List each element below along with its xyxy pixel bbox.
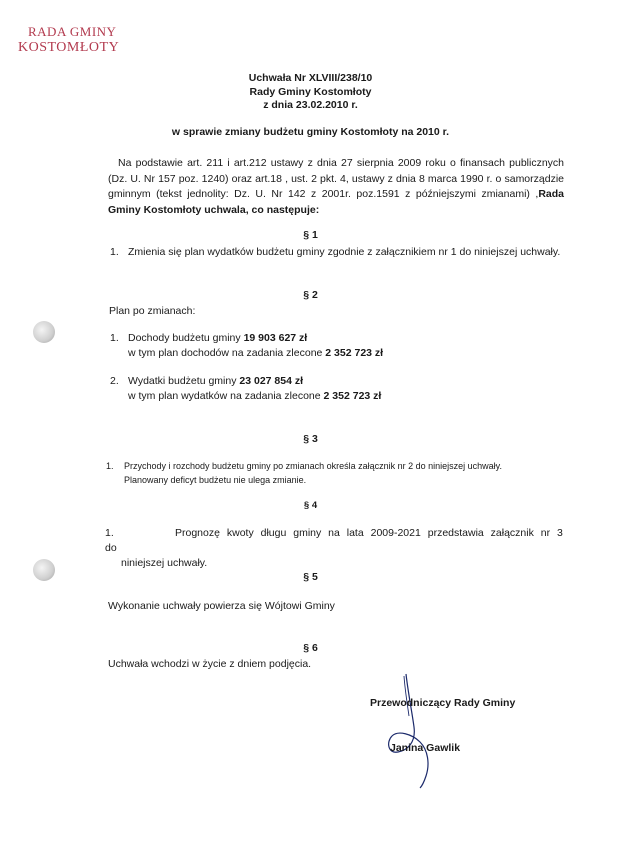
- section-3-line-1: Przychody i rozchody budżetu gminy po zmianach określa załącznik nr 2 do niniejszej uchwały.: [124, 461, 503, 471]
- section-6-text: Uchwała wchodzi w życie z dniem podjęcia.: [108, 658, 312, 670]
- section-6-heading: § 6: [303, 642, 318, 654]
- council-stamp: [18, 24, 119, 56]
- resolution-number: Uchwała Nr XLVIII/238/10: [248, 72, 373, 84]
- punch-hole-icon: [33, 321, 55, 343]
- preamble-text: Na podstawie art. 211 i art.212 ustawy z dnia 27 sierpnia 2009 roku o finansach publicznych (Dz. U. Nr 157 poz. 1240) oraz art.18 , ust. 2 pkt. 4, ustawy z dnia 8 marca 1990 r. o samorządzie gminnym (tekst jednolity: Dz. U. Nr 142 z 2001r. poz.1591 z późniejszymi zmianami) ,: [108, 157, 564, 200]
- section-1-item: [110, 245, 560, 260]
- item-number: 1.: [110, 246, 119, 258]
- section-2-intro: Plan po zmianach:: [109, 305, 196, 317]
- section-4-heading: § 4: [303, 500, 318, 511]
- section-3-heading: § 3: [303, 433, 318, 445]
- section-2-heading: § 2: [303, 289, 318, 301]
- section-4-item: [105, 526, 565, 571]
- preamble-bold: Rada Gminy Kostomłoty uchwala, co następuje:: [108, 188, 564, 216]
- stamp-line-2: KOSTOMŁOTY: [18, 40, 120, 55]
- revenue-sub-value: 2 352 723 zł: [325, 347, 384, 359]
- signatory-role: Przewodniczący Rady Gminy: [370, 697, 516, 709]
- revenue-value: 19 903 627 zł: [243, 332, 308, 344]
- signatory-name: Janina Gawlik: [390, 742, 461, 754]
- section-1-heading: § 1: [303, 229, 318, 241]
- section-3-line-2: Planowany deficyt budżetu nie ulega zmianie.: [124, 475, 307, 485]
- section-3-item: [106, 459, 502, 487]
- resolution-date: z dnia 23.02.2010 r.: [263, 99, 358, 111]
- item-number: 1.: [110, 332, 119, 344]
- item-number: 2.: [110, 375, 119, 387]
- section-4-line-2: niniejszej uchwały.: [121, 557, 208, 569]
- item-number: 1.: [106, 461, 114, 471]
- section-2-item-2: [110, 374, 381, 404]
- council-name: Rady Gminy Kostomłoty: [249, 85, 372, 98]
- section-2-item-1: [110, 331, 383, 361]
- expense-value: 23 027 854 zł: [239, 375, 304, 387]
- expense-sub-label: w tym plan wydatków na zadania zlecone: [128, 390, 321, 402]
- item-number: 1.: [105, 527, 114, 539]
- section-5-heading: § 5: [303, 571, 318, 583]
- handwritten-signature-icon: [378, 672, 448, 792]
- resolution-header: [0, 72, 621, 113]
- section-4-line-1: Prognozę kwoty długu gminy na lata 2009-2021 przedstawia załącznik nr 3 do: [105, 527, 563, 554]
- preamble: [108, 156, 564, 218]
- section-1-text: Zmienia się plan wydatków budżetu gminy zgodnie z załącznikiem nr 1 do niniejszej uchwały.: [128, 246, 561, 258]
- revenue-sub-label: w tym plan dochodów na zadania zlecone: [128, 347, 323, 359]
- expense-label: Wydatki budżetu gminy: [128, 375, 237, 387]
- section-5-text: Wykonanie uchwały powierza się Wójtowi Gminy: [108, 600, 335, 612]
- revenue-label: Dochody budżetu gminy: [128, 332, 241, 344]
- expense-sub-value: 2 352 723 zł: [323, 390, 382, 402]
- stamp-line-1: RADA GMINY: [28, 24, 117, 39]
- resolution-subject: w sprawie zmiany budżetu gminy Kostomłoty na 2010 r.: [171, 126, 450, 138]
